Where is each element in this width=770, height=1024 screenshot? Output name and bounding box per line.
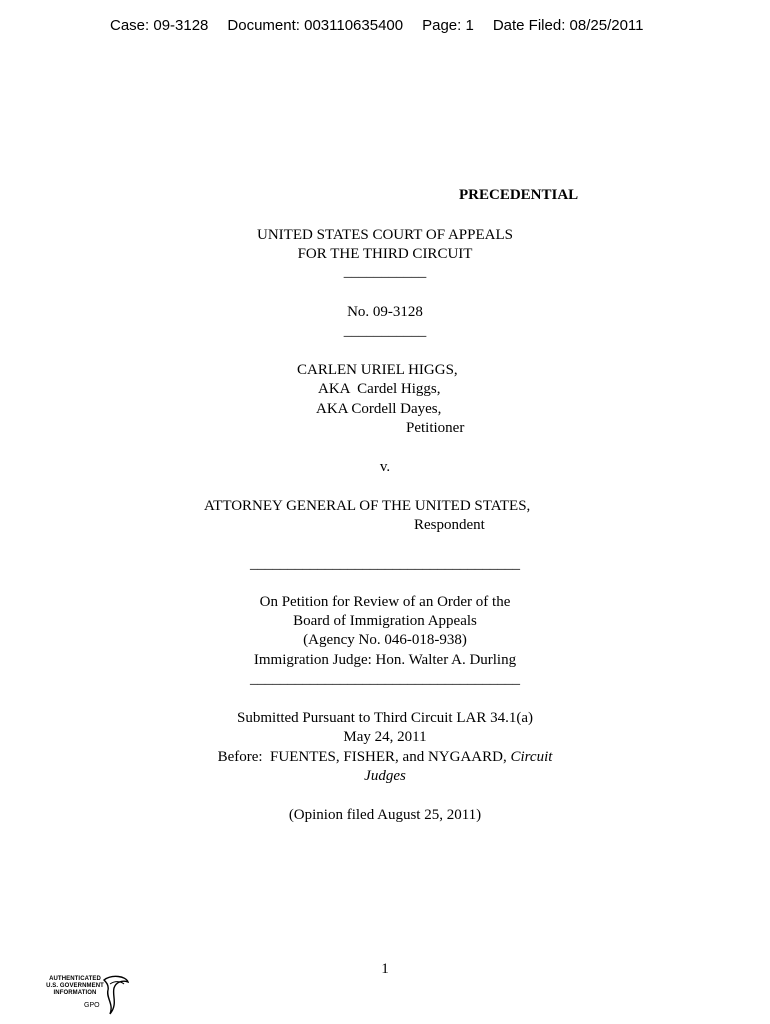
petitioner-role: Petitioner bbox=[406, 420, 465, 436]
divider-long: ____________________________________ bbox=[250, 556, 520, 572]
page-number: 1 bbox=[381, 961, 389, 977]
petitioner-aka-1: AKA Cardel Higgs, bbox=[318, 381, 441, 397]
gpo-authentication-logo bbox=[44, 972, 136, 1018]
logo-text-line3: INFORMATION bbox=[53, 990, 97, 996]
logo-text-line1: AUTHENTICATED bbox=[49, 976, 101, 982]
petitioner-name: CARLEN URIEL HIGGS, bbox=[297, 362, 458, 378]
divider-short: ___________ bbox=[343, 323, 427, 339]
logo-gpo: GPO bbox=[84, 1002, 100, 1009]
page-header bbox=[110, 17, 663, 34]
submitted-date: May 24, 2011 bbox=[343, 729, 427, 745]
petition-line-1: On Petition for Review of an Order of the bbox=[259, 594, 511, 610]
divider-short: ___________ bbox=[343, 264, 427, 280]
header-case: Case: 09-3128 bbox=[110, 17, 209, 34]
header-date-filed: Date Filed: 08/25/2011 bbox=[492, 17, 644, 34]
court-name-line2: FOR THE THIRD CIRCUIT bbox=[297, 246, 473, 262]
eagle-icon bbox=[100, 974, 130, 1016]
respondent-name: ATTORNEY GENERAL OF THE UNITED STATES, bbox=[204, 498, 531, 514]
logo-text-line2: U.S. GOVERNMENT bbox=[46, 983, 104, 989]
before-judges-suffix: Judges bbox=[364, 768, 406, 784]
immigration-judge: Immigration Judge: Hon. Walter A. Durling bbox=[253, 652, 517, 668]
divider-long: ____________________________________ bbox=[250, 671, 520, 687]
before-circuit: Circuit bbox=[510, 749, 553, 765]
agency-number: (Agency No. 046-018-938) bbox=[303, 632, 467, 648]
precedential-label: PRECEDENTIAL bbox=[459, 187, 579, 203]
before-judges: Before: FUENTES, FISHER, and NYGAARD, bbox=[217, 749, 511, 765]
versus: v. bbox=[379, 459, 391, 475]
petition-line-2: Board of Immigration Appeals bbox=[293, 613, 477, 629]
opinion-filed: (Opinion filed August 25, 2011) bbox=[288, 807, 482, 823]
logo-text bbox=[44, 976, 106, 997]
header-page: Page: 1 bbox=[422, 17, 474, 34]
petitioner-aka-2: AKA Cordell Dayes, bbox=[316, 401, 442, 417]
before-panel bbox=[0, 749, 770, 766]
submitted-line: Submitted Pursuant to Third Circuit LAR 34.1(a) bbox=[237, 710, 533, 726]
court-name-line1: UNITED STATES COURT OF APPEALS bbox=[257, 227, 513, 243]
case-number: No. 09-3128 bbox=[347, 304, 423, 320]
header-document: Document: 003110635400 bbox=[227, 17, 404, 34]
respondent-role: Respondent bbox=[414, 517, 485, 533]
